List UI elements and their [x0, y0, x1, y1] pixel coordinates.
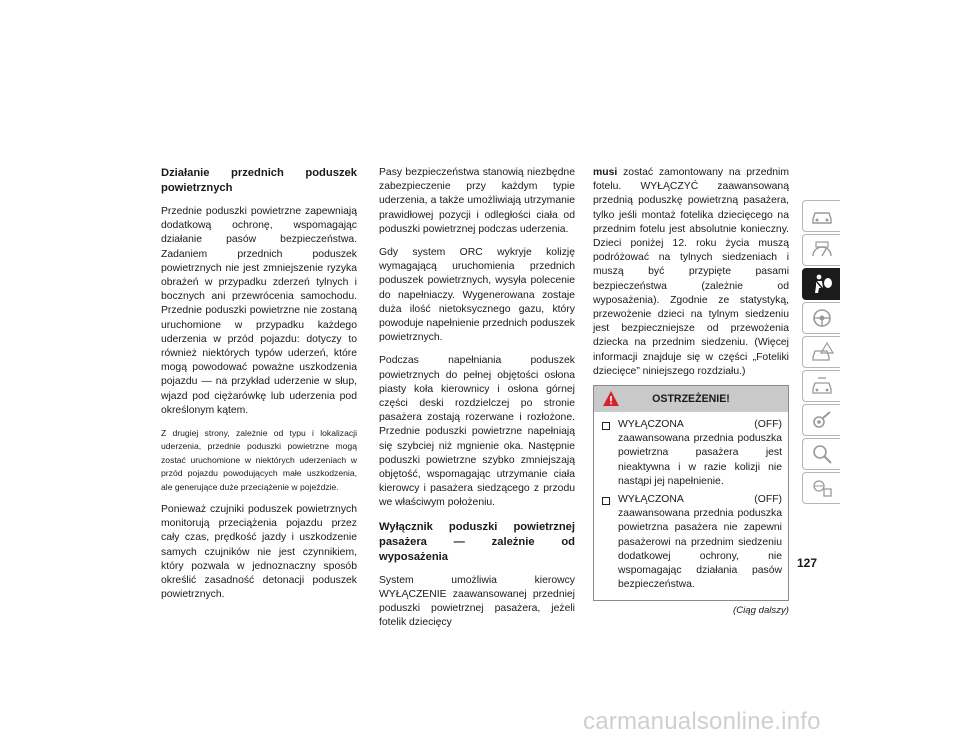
- car-front-icon: [810, 206, 834, 226]
- paragraph: Przednie poduszki powietrzne zapewniają dodatkową ochronę, wspomagając działanie pasów bezpieczeństwa. Zadaniem przednich poduszek powietrznych nie jest zmniejszenie ryzyka obrażeń w przypadku zderzeń tylnych i bocznych ani przewrócenia samochodu. Przednie poduszki powietrzne nie zostaną uruchomione w przypadku każdego uderzenia w przód pojazdu: dotyczy to również niektórych typów uderzeń, które mogą powodować poważne uszkodzenia pojazdu — na przykład uderzenie w słup, wjazd pod ciężarówkę lub uderzenia pod określonym kątem.: [161, 206, 357, 416]
- section-heading-airbag-switch: Wyłącznik poduszki powietrznej pasażera — zależnie od wyposażenia: [379, 520, 575, 563]
- paragraph: [593, 166, 789, 379]
- tab-language-specs[interactable]: [802, 472, 840, 504]
- warning-list: [600, 418, 782, 592]
- chapter-tabs: [802, 200, 840, 506]
- checkbox-bullet-icon: [602, 422, 610, 430]
- paragraph: Podczas napełniania poduszek powietrznych do pełnej objętości osłona piasty koła kierownicy i osłona górnej części deski rozdzielczej po stronie pasażera zostają rozerwane i rozłożone. Przednie poduszki powietrzne napełniają się szybciej niż mgnienie oka. Następnie poduszki powietrzne szybko zmniejszają objętość, wspomagając utrzymanie ciała kierowcy i pasażera siedzącego z przodu we właściwym położeniu.: [379, 355, 575, 509]
- tab-steering-wheel[interactable]: [802, 302, 840, 334]
- paragraph: Pasy bezpieczeństwa stanowią niezbędne zabezpieczenie przy każdym typie uderzenia, a także umożliwiają utrzymanie prawidłowej pozycji i odległości ciała od poduszki powietrznej podczas uderzenia.: [379, 167, 575, 235]
- tab-car-front[interactable]: [802, 200, 840, 232]
- warning-car-icon: [810, 341, 834, 363]
- bold-lead: musi: [593, 167, 618, 178]
- instrument-panel-icon: [810, 240, 834, 260]
- tab-car-service[interactable]: [802, 370, 840, 402]
- language-specs-icon: [810, 477, 834, 499]
- section-heading-front-airbags: Działanie przednich poduszek powietrznych: [161, 167, 357, 194]
- paragraph-small: Z drugiej strony, zależnie od typu i lokalizacji uderzenia, przednie poduszki powietrzne mogą zostać uruchomione w niektórych uderzeniach w przód pojazdu powodujących małe uszkodzenia, ale generujące duże przeciążenie w pojeździe.: [161, 428, 357, 492]
- checkbox-bullet-icon: [602, 497, 610, 505]
- warning-item: WYŁĄCZONA (OFF) zaawansowana przednia poduszka powietrzna pasażera jest nieaktywna i w razie kolizji nie nastąpi jej napełnienie.: [600, 418, 782, 489]
- warning-triangle-icon: [602, 390, 620, 407]
- column-1: [161, 166, 357, 612]
- magnifier-index-icon: [810, 443, 834, 465]
- tab-wrench-gear[interactable]: [802, 404, 840, 436]
- steering-wheel-icon: [810, 307, 834, 329]
- column-2: [379, 166, 575, 639]
- tab-warning-car[interactable]: [802, 336, 840, 368]
- paragraph: Gdy system ORC wykryje kolizję wymagającą uruchomienia przednich poduszek powietrznych, wysyła polecenie do napełniaczy. Wygenerowana zostaje duża ilość nietoksycznego gazu, który powoduje napełnienie przednich poduszek powietrznych.: [379, 247, 575, 344]
- airbag-seatbelt-icon: [810, 273, 834, 295]
- paragraph: Ponieważ czujniki poduszek powietrznych monitorują przeciążenia pojazdu przez cały czas, prędkość jazdy i uszkodzenie samych czujników nie jest czynnikiem, który pozwala w jednoznaczny sposób określić zasadność detonacji poduszek powietrznych.: [161, 504, 357, 601]
- warning-box: [593, 385, 789, 601]
- tab-instrument-panel[interactable]: [802, 234, 840, 266]
- warning-item: WYŁĄCZONA (OFF) zaawansowana przednia poduszka powietrzna pasażera nie zapewni pasażerowi na przednim siedzeniu dodatkowej ochrony, nie wspomagając działania pasów bezpieczeństwa.: [600, 493, 782, 592]
- column-3: [593, 166, 789, 619]
- car-service-icon: [810, 375, 834, 397]
- continued-note: (Ciąg dalszy): [733, 605, 789, 617]
- paragraph-text: zostać zamontowany na przednim fotelu. WYŁĄCZYĆ zaawansowaną przednią poduszkę powietrzną pasażera, tylko jeśli montaż fotelika dziecięcego na przednim fotelu jest absolutnie konieczny. Dzieci poniżej 12. roku życia muszą podróżować na tylnych siedzeniach i muszą być przypięte pasami bezpieczeństwa (zależnie od wyposażenia). Zgodnie ze statystyką, przewożenie dzieci na tylnym siedzeniu jest bezpieczniejsze od przewożenia dziecka na przednim siedzeniu. (Więcej informacji znajduje się w części „Foteliki dziecięce” niniejszego rozdziału.): [593, 167, 789, 377]
- warning-header: [594, 386, 788, 412]
- wrench-gear-icon: [810, 409, 834, 431]
- paragraph: System umożliwia kierowcy WYŁĄCZENIE zaawansowanej przedniej poduszki powietrznej pasażera, jeżeli fotelik dziecięcy: [379, 574, 575, 629]
- tab-index-search[interactable]: [802, 438, 840, 470]
- page-number: 127: [797, 556, 818, 570]
- warning-title: OSTRZEŻENIE!: [652, 393, 730, 406]
- watermark: carmanualsonline.info: [583, 708, 821, 735]
- tab-airbag-seatbelt[interactable]: [802, 268, 840, 300]
